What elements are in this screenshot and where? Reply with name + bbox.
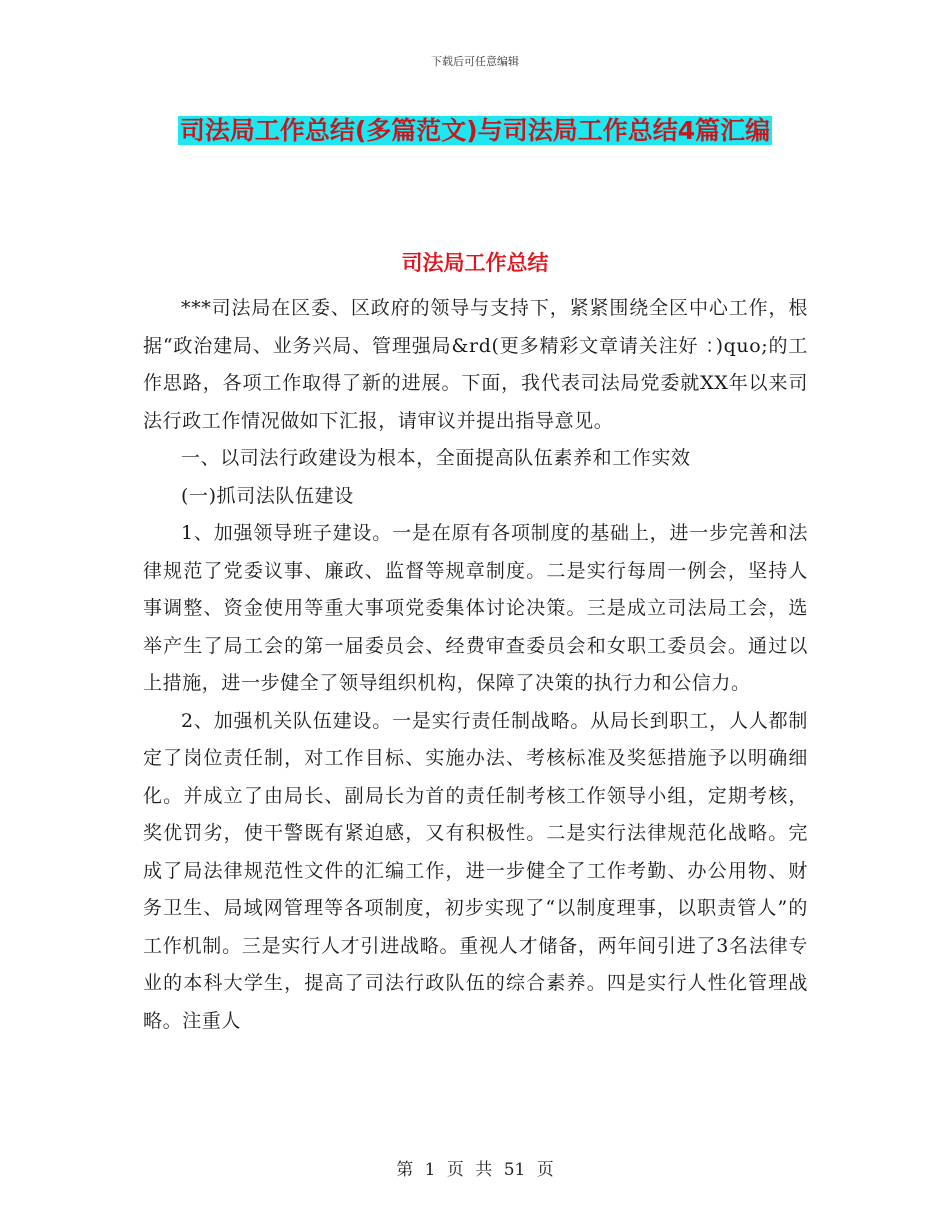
section-title: 司法局工作总结 xyxy=(401,251,549,275)
header-note: 下载后可任意编辑 xyxy=(431,55,519,68)
paragraph: 2、加强机关队伍建设。一是实行责任制战略。从局长到职工，人人都制定了岗位责任制，对工作目标、实施办法、考核标准及奖惩措施予以明确细化。并成立了由局长、副局长为首的责任制考核工作领导小组，定期考核，奖优罚劣，使干警既有紧迫感，又有积极性。二是实行法律规范化战略。完成了局法律规范性文件的汇编工作，进一步健全了工作考勤、办公用物、财务卫生、局域网管理等各项制度，初步实现了“以制度理事，以职责管人”的工作机制。三是实行人才引进战略。重视人才储备，两年间引进了3名法律专业的本科大学生，提高了司法行政队伍的综合素养。四是实行人性化管理战略。注重人 xyxy=(143,709,808,1032)
document-title-text: 司法局工作总结(多篇范文)与司法局工作总结4篇汇编 xyxy=(179,116,771,145)
paragraph: 1、加强领导班子建设。一是在原有各项制度的基础上，进一步完善和法律规范了党委议事、廉政、监督等规章制度。二是实行每周一例会，坚持人事调整、资金使用等重大事项党委集体讨论决策。三是成立司法局工会，选举产生了局工会的第一届委员会、经费审查委员会和女职工委员会。通过以上措施，进一步健全了领导组织机构，保障了决策的执行力和公信力。 xyxy=(143,522,808,694)
paragraph: 一、以司法行政建设为根本，全面提高队伍素养和工作实效 xyxy=(181,447,691,469)
paragraph: (一)抓司法队伍建设 xyxy=(181,484,354,507)
page-number: 第 1 页 共 51 页 xyxy=(396,1160,554,1180)
paragraph: ***司法局在区委、区政府的领导与支持下，紧紧围绕全区中心工作，根据“政治建局、业务兴局、管理强局&rd(更多精彩文章请关注好 ：)quo;的工作思路，各项工作取得了新的进展。下面，我代表司法局党委就XX年以来司法行政工作情况做如下汇报，请审议并提出指导意见。 xyxy=(143,297,808,432)
document-body xyxy=(143,290,808,1040)
document-title xyxy=(140,108,810,154)
